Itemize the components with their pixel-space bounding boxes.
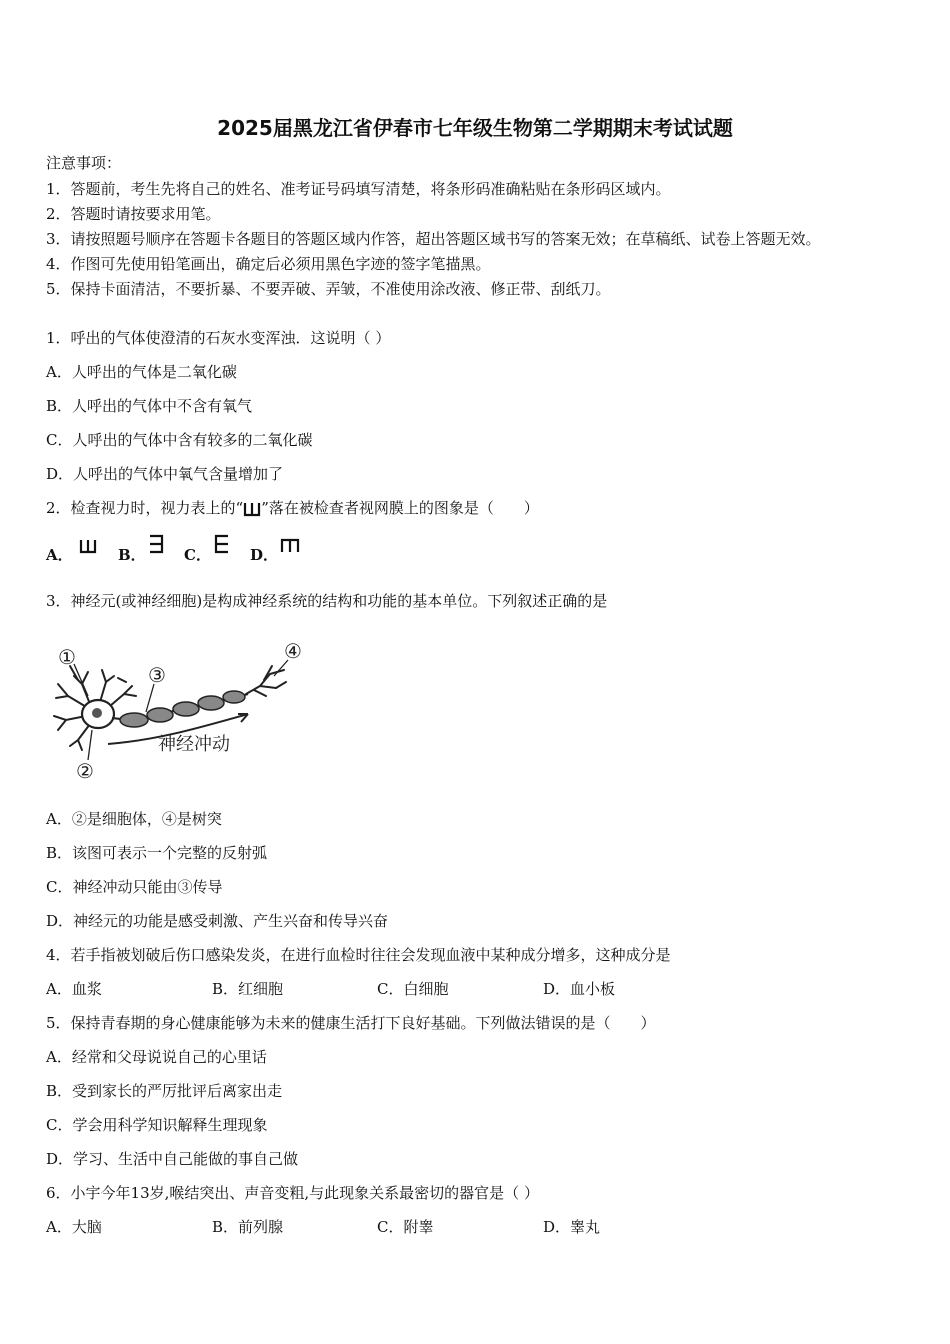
q2-stem-part1: 2．检查视力时，视力表上的“ [46,499,244,517]
q1-stem: 1．呼出的气体使澄清的石灰水变浑浊．这说明（ ） [46,329,391,347]
marker-3: ③ [148,663,166,687]
notice-item-3: 3．请按照题号顺序在答题卡各题目的答题区域内作答，超出答题区域书写的答案无效；在草稿纸、试卷上答题无效。 [46,230,821,248]
q5-option-c: C．学会用科学知识解释生理现象 [46,1116,268,1134]
q1-option-c: C．人呼出的气体中含有较多的二氧化碳 [46,431,313,449]
notice-item-1: 1．答题前，考生先将自己的姓名、准考证号码填写清楚，将条形码准确粘贴在条形码区域内。 [46,180,671,198]
q4-option-a: A．血浆 [46,980,102,998]
q2-label-c: C． [184,546,211,564]
q5-option-b: B．受到家长的严厉批评后离家出走 [46,1082,283,1100]
page-title: 2025届黑龙江省伊春市七年级生物第二学期期末考试试题 [217,116,733,140]
e-symbol-up-icon [79,538,97,554]
q6-option-c: C．附睾 [377,1218,434,1236]
marker-2: ② [76,759,94,783]
neuron-figure [48,636,318,786]
q6-option-a: A．大脑 [46,1218,102,1236]
q3-option-c: C．神经冲动只能由③传导 [46,878,223,896]
q6-option-b: B．前列腺 [212,1218,284,1236]
q5-option-a: A．经常和父母说说自己的心里话 [46,1048,267,1066]
q3-option-d: D．神经元的功能是感受刺激、产生兴奋和传导兴奋 [46,912,389,930]
q2-label-d: D． [250,546,279,564]
q3-stem: 3．神经元(或神经细胞)是构成神经系统的结构和功能的基本单位。下列叙述正确的是 [46,592,608,610]
q1-option-b: B．人呼出的气体中不含有氧气 [46,397,253,415]
diagram-caption: 神经冲动 [158,734,230,755]
nucleus [92,708,102,718]
q2-label-b: B． [118,546,146,564]
notice-item-4: 4．作图可先使用铅笔画出，确定后必须用黑色字迹的签字笔描黑。 [46,255,491,273]
q1-option-a: A．人呼出的气体是二氧化碳 [46,363,237,381]
neuron-diagram [48,636,318,790]
q4-stem: 4．若手指被划破后伤口感染发炎，在进行血检时往往会发现血液中某种成分增多，这种成分是 [46,946,671,964]
q4-option-b: B．红细胞 [212,980,284,998]
q2-stem [46,497,539,518]
q2-options [46,538,346,564]
q2-stem-part2: ”落在被检查者视网膜上的图象是（ ） [261,499,539,517]
q4-option-d: D．血小板 [543,980,616,998]
q3-option-a: A．②是细胞体，④是树突 [46,810,222,828]
q5-option-d: D．学习、生活中自己能做的事自己做 [46,1150,299,1168]
q2-label-a: A． [46,546,73,564]
e-symbol-down-icon [280,538,300,554]
q4-option-c: C．白细胞 [377,980,449,998]
marker-1: ① [58,645,76,669]
notice-heading: 注意事项： [46,154,122,172]
q4-options [46,978,746,1000]
notice-item-2: 2．答题时请按要求用笔。 [46,205,221,223]
q6-option-d: D．睾丸 [543,1218,601,1236]
e-symbol-right-icon [214,534,230,554]
q6-stem: 6．小宇今年13岁,喉结突出、声音变粗,与此现象关系最密切的器官是（ ） [46,1184,539,1202]
e-symbol-up-icon [243,501,261,517]
q5-stem: 5．保持青春期的身心健康能够为未来的健康生活打下良好基础。下列做法错误的是（ ） [46,1014,656,1032]
marker-4: ④ [284,639,302,663]
q1-option-d: D．人呼出的气体中氧气含量增加了 [46,465,284,483]
q3-option-b: B．该图可表示一个完整的反射弧 [46,844,268,862]
notice-item-5: 5．保持卡面清洁，不要折暴、不要弄破、弄皱，不准使用涂改液、修正带、刮纸刀。 [46,280,611,298]
e-symbol-left-icon [148,534,164,554]
q6-options [46,1216,746,1238]
